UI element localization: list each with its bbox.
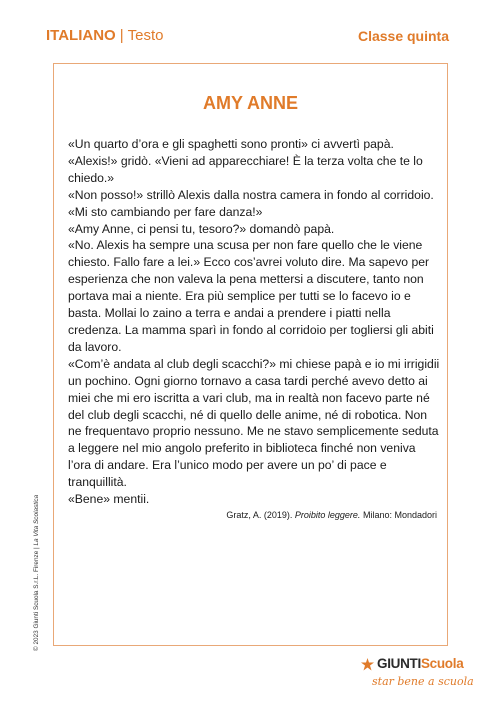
story-body [68, 136, 440, 508]
copyright-text: © 2023 Giunti Scuola S.r.L. Firenze | [33, 547, 40, 651]
source-citation [226, 510, 437, 520]
copyright-notice [33, 495, 40, 651]
giunti-logo-icon [360, 657, 375, 672]
copyright-publication: La Vita Scolastica [33, 494, 40, 546]
story-paragraph: «No. Alexis ha sempre una scusa per non fare quello che le viene chiesto. Fallo fare a lei.» Ecco cos’avrei voluto dire. Ma sapevo per esperienza che non valeva la pena mettersi a discutere, tanto non portava mai a niente. Era più semplice per tutti se lo facevo io e basta. Mollai lo zaino a terra e andai a prendere i piatti nella credenza. La mamma sparì in fondo al corridoio per togliersi gli abiti da lavoro. [68, 238, 434, 354]
header-subject [46, 27, 163, 44]
citation-author: Gratz, A. (2019). [226, 510, 293, 520]
publisher-logo [360, 655, 474, 695]
document-title: AMY ANNE [202, 93, 298, 113]
story-paragraph: «Un quarto d’ora e gli spaghetti sono pronti» ci avvertì papà. «Alexis!» gridò. «Vieni ad apparecchiare! È la terza volta che te lo chiedo.» [68, 137, 423, 185]
brand-name-main: GIUNTI [377, 656, 421, 671]
story-paragraph: «Amy Anne, ci pensi tu, tesoro?» domandò papà. [68, 221, 335, 236]
citation-book: Proibito leggere. [294, 510, 361, 520]
brand-name [377, 656, 463, 671]
brand-tagline: star bene a scuola [372, 675, 474, 688]
class-level-label: Classe quinta [357, 28, 449, 44]
story-paragraph: «Com’è andata al club degli scacchi?» mi chiese papà e io mi irrigidii un pochino. Ogni giorno tornavo a casa tardi perché avevo detto ai miei che mi ero iscritta a vari club, ma in realtà non facevo parte né del club degli scacchi, né di quello delle anime, né di robotica. Non ne frequentavo proprio nessuno. Me ne stavo semplicemente seduta a leggere nel mio angolo preferito in biblioteca finché non veniva l’ora di andare. Era l’unico modo per avere un po’ di pace e tranquillità. [68, 356, 440, 490]
header-separator: | [119, 27, 124, 44]
text-card [53, 63, 448, 646]
story-paragraph: «Non posso!» strillò Alexis dalla nostra camera in fondo al corridoio. «Mi sto cambiando per fare danza!» [68, 187, 434, 219]
citation-publisher: Milano: Mondadori [362, 510, 437, 520]
subject-label: ITALIANO [46, 27, 116, 44]
brand-name-accent: Scuola [420, 656, 464, 671]
document-type-label: Testo [127, 27, 164, 44]
story-paragraph: «Bene» mentii. [68, 492, 150, 507]
